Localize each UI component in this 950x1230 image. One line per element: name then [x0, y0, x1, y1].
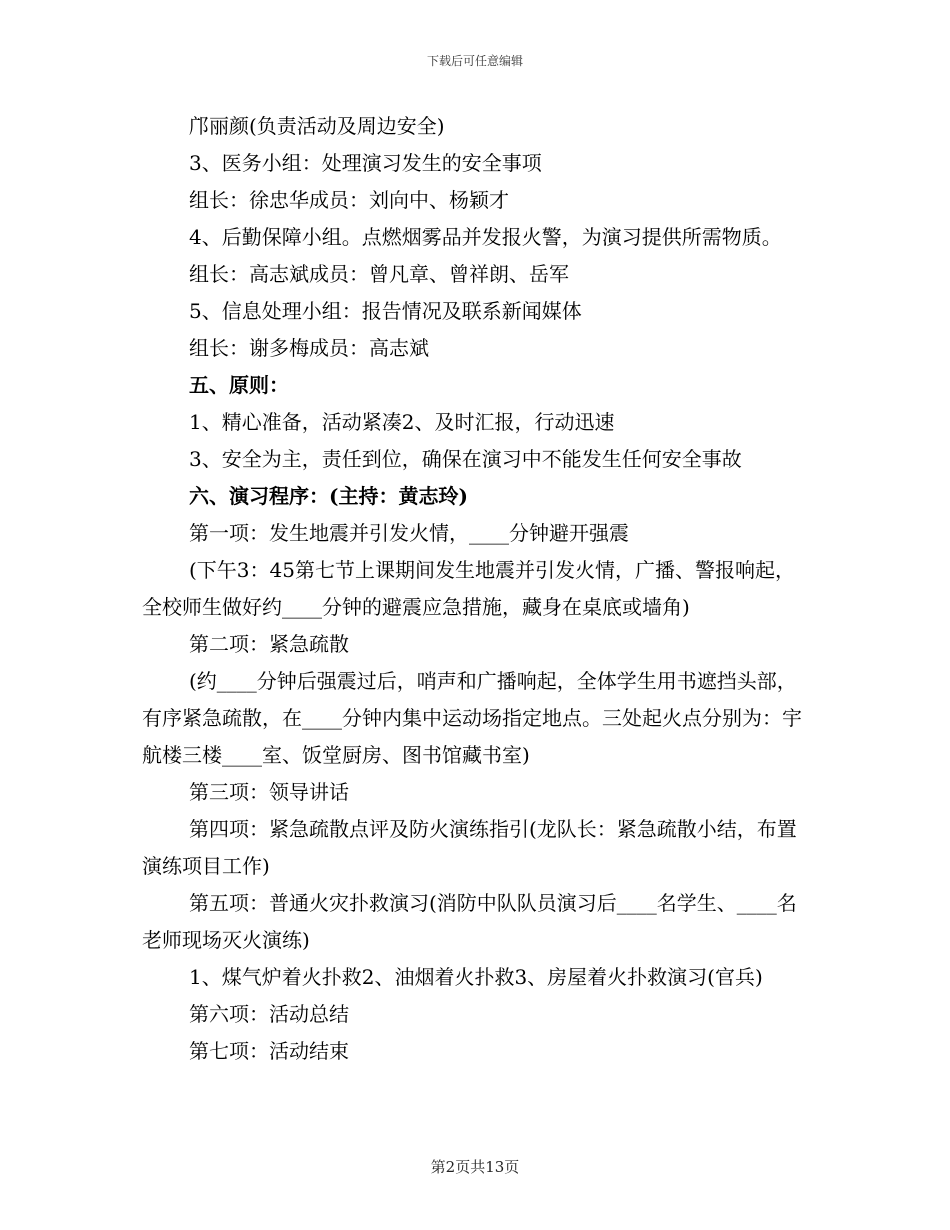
- paragraph: 4、后勤保障小组。点燃烟雾品并发报火警，为演习提供所需物质。: [189, 225, 782, 249]
- page-header: 下载后可任意编辑: [426, 54, 523, 68]
- paragraph: 邝丽颜(负责活动及周边安全): [189, 114, 445, 138]
- paragraph: (约____分钟后强震过后，哨声和广播响起，全体学生用书遮挡头部，有序紧急疏散，在____分钟内集中运动场指定地点。三处起火点分别为：宇航楼三楼____室、饭堂厨房、图书馆藏书室): [142, 669, 802, 767]
- section-heading: 五、原则：: [189, 373, 289, 397]
- paragraph: 组长：高志斌成员：曾凡章、曾祥朗、岳军: [189, 262, 569, 286]
- paragraph: 1、煤气炉着火扑救2、油烟着火扑救3、房屋着火扑救演习(官兵): [189, 965, 763, 989]
- paragraph: 第三项：领导讲话: [189, 780, 349, 804]
- paragraph: 第六项：活动总结: [189, 1002, 349, 1026]
- paragraph: 组长：谢多梅成员：高志斌: [189, 336, 429, 360]
- paragraph: 第一项：发生地震并引发火情，____分钟避开强震: [189, 521, 629, 545]
- paragraph: (下午3：45第七节上课期间发生地震并引发火情，广播、警报响起，全校师生做好约____分钟的避震应急措施，藏身在桌底或墙角): [142, 558, 795, 619]
- paragraph: 第二项：紧急疏散: [189, 632, 349, 656]
- paragraph: 5、信息处理小组：报告情况及联系新闻媒体: [189, 299, 582, 323]
- paragraph: 3、安全为主，责任到位，确保在演习中不能发生任何安全事故: [189, 447, 742, 471]
- paragraph: 第四项：紧急疏散点评及防火演练指引(龙队长：紧急疏散小结，布置演练项目工作): [142, 817, 797, 878]
- page-footer: 第2页共13页: [430, 1158, 520, 1176]
- paragraph: 组长：徐忠华成员：刘向中、杨颖才: [189, 188, 509, 212]
- paragraph: 3、医务小组：处理演习发生的安全事项: [189, 151, 542, 175]
- section-heading: 六、演习程序：(主持：黄志玲): [189, 484, 468, 508]
- paragraph: 第七项：活动结束: [189, 1039, 349, 1063]
- paragraph: 1、精心准备，活动紧凑2、及时汇报，行动迅速: [189, 410, 615, 434]
- paragraph: 第五项：普通火灾扑救演习(消防中队队员演习后____名学生、____名老师现场灭火演练): [142, 891, 797, 952]
- document-body: [142, 108, 812, 1070]
